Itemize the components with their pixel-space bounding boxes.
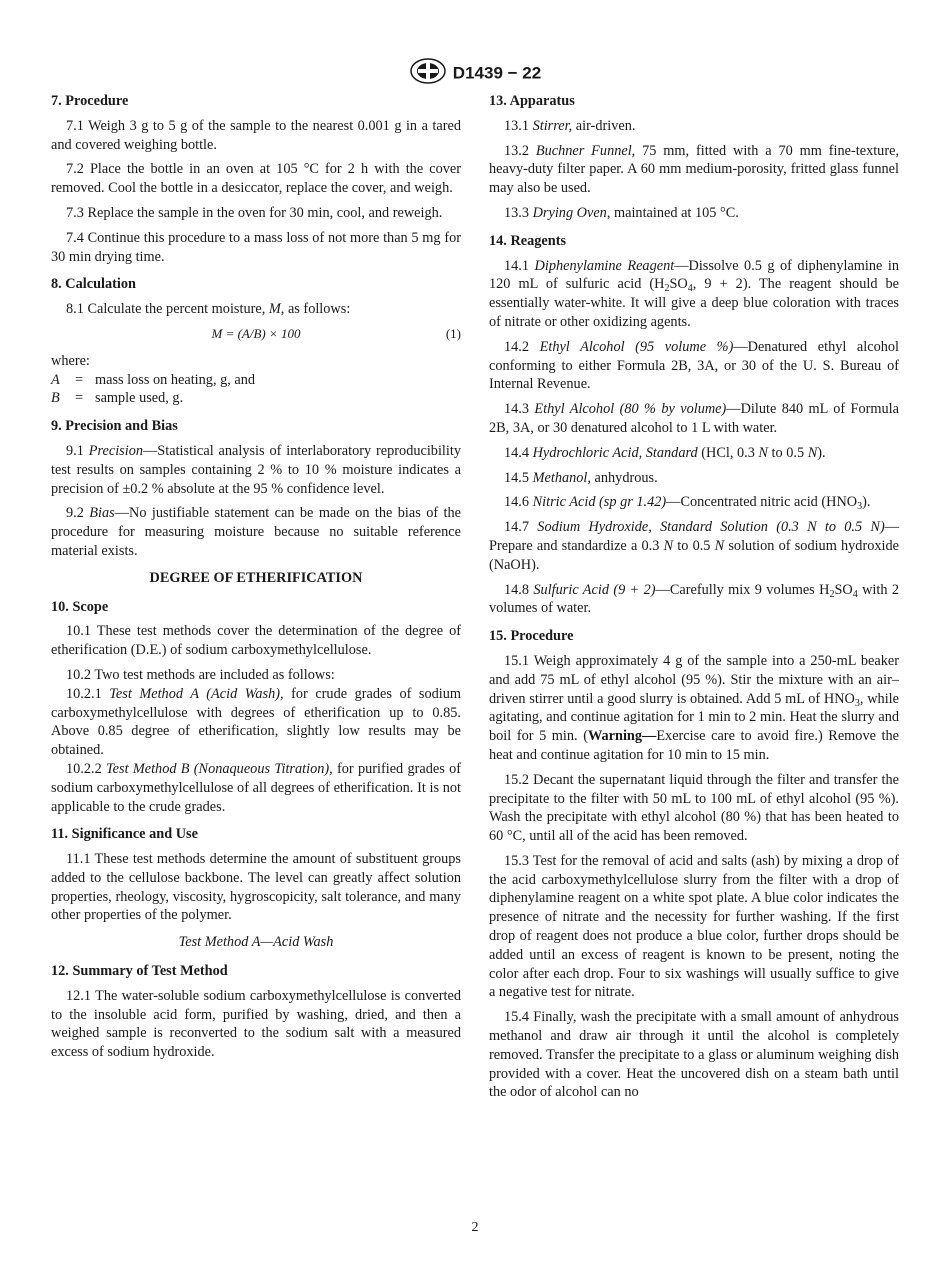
section-heading: 13. Apparatus [489, 93, 575, 109]
paragraph: 14.1 Diphenylamine Reagent—Dissolve 0.5 g of diphenylamine in 120 mL of sulfuric acid ($H_2SO_4$, 9 + 2). The reagent should be essentially water-white. It will give a deep blue coloration with traces of nitrate or other oxidizing agents. [489, 257, 900, 330]
section-heading: 7. Procedure [51, 93, 129, 109]
section-heading: 10. Scope [51, 598, 109, 615]
paragraph: 9.2 Bias—No justifiable statement can be made on the bias of the procedure for measuring moisture because no suitable reference material exists. [51, 505, 461, 559]
paragraph: 10.2.2 Test Method B (Nonaqueous Titration), for purified grades of sodium carboxymethylcellulose of all degrees of etherification. It is not applicable to the crude grades. [51, 760, 461, 815]
paragraph: 7.3 Replace the sample in the oven for 30 min, cool, and reweigh. [66, 204, 443, 221]
paragraph: 14.8 Sulfuric Acid (9 + 2)—Carefully mix 9 volumes $H_2SO_4$ with 2 volumes of water. [489, 581, 900, 617]
paragraph: 14.7 Sodium Hydroxide, Standard Solution (0.3 N to 0.5 N)—Prepare and standardize a 0.3 N to 0.5 N solution of sodium hydroxide (NaOH). [489, 519, 900, 573]
section-heading: 8. Calculation [51, 276, 136, 293]
paragraph: 12.1 The water-soluble sodium carboxymethylcellulose is converted to the insoluble acid form, purified by washing, dried, and then a weighed sample is reconverted to the sodium salt with a measured excess of sodium hydroxide. [51, 987, 461, 1061]
paragraph: 14.2 Ethyl Alcohol (95 volume %)—Denatured ethyl alcohol conforming to either Formula 2B, 3A, or 30 of the U. S. Bureau of Internal Revenue. [489, 338, 899, 393]
paragraph: 14.3 Ethyl Alcohol (80 % by volume)—Dilute 840 mL of Formula 2B, 3A, or 30 denatured alcohol to 1 L with water. [489, 401, 900, 436]
equation-expression: M = (A/B) × 100 [211, 325, 301, 341]
where-label: where: [51, 352, 90, 369]
paragraph: 8.1 Calculate the percent moisture, M, as follows: [66, 301, 351, 318]
paragraph: 14.4 Hydrochloric Acid, Standard (HCl, 0.3 N to 0.5 N). [504, 444, 826, 461]
equation-number: (1) [445, 325, 461, 341]
section-heading: 12. Summary of Test Method [51, 963, 228, 980]
paragraph: 7.4 Continue this procedure to a mass loss of not more than 5 mg for 30 min drying time. [51, 229, 461, 265]
section-heading: 9. Precision and Bias [51, 418, 178, 435]
paragraph: 15.2 Decant the supernatant liquid through the filter and transfer the precipitate to the filter with 50 mL to 100 mL of ethyl alcohol (95 %). Wash the precipitate with ethyl alcohol (80 %) that has been heated to 60 °C, until all of the acid has been removed. [489, 771, 899, 845]
standard-designation: D1439 − 22 [452, 63, 542, 83]
method-title: Test Method A—Acid Wash [178, 934, 334, 951]
page-header [0, 58, 950, 89]
definition-row: B = sample used, g. [51, 390, 184, 407]
paragraph: 10.2.1 Test Method A (Acid Wash), for crude grades of sodium carboxymethylcellulose with degrees of etherification up to 0.85. Above 0.85 degree of etherification, slightly low results may be obtained. [51, 685, 461, 759]
paragraph: 13.3 Drying Oven, maintained at 105 °C. [504, 204, 739, 221]
astm-logo-icon [409, 58, 447, 89]
equation [51, 325, 461, 344]
paragraph: 11.1 These test methods determine the amount of substituent groups added to the cellulose backbone. The level can greatly affect solution properties, rheology, viscosity, hygroscopicity, salt tolerance, and many other properties of the polymer. [51, 851, 461, 924]
definition-row: A = mass loss on heating, g, and [51, 371, 256, 388]
right-column [489, 92, 899, 1108]
paragraph: 9.1 Precision—Statistical analysis of interlaboratory reproducibility test results on samples containing 2 % to 10 % moisture indicates a precision of ±0.2 % absolute at the 95 % confidence level. [51, 442, 461, 497]
section-heading: 11. Significance and Use [51, 826, 198, 843]
paragraph: 15.3 Test for the removal of acid and salts (ash) by mixing a drop of the acid carboxymethylcellulose slurry from the filter with a drop of diphenylamine reagent on a white spot plate. A blue color indicates the presence of nitrate and the necessity for further washing. If the first drop of reagent does not produce a blue color, further drops should be added until an excess of reagent is known to be present, noting the color after each drop. Four to six washings will usually suffice to give a negative test for nitrate. [489, 852, 899, 1001]
paragraph: 10.2 Two test methods are included as follows: [66, 666, 335, 683]
paragraph: 15.1 Weigh approximately 4 g of the sample into a 250-mL beaker and add 75 mL of ethyl alcohol (95 %). Stir the mixture with an air–driven stirrer until a good slurry is obtained. Add 5 mL of $HNO_3$, while agitating, and continue agitation for 1 min to 2 min. Heat the slurry and boil for 5 min. (Warning—Exercise care to avoid fire.) Remove the heat and continue agitation for 10 min to 15 min. [489, 652, 899, 763]
variable-definitions [51, 371, 461, 409]
left-column [51, 92, 461, 1068]
paragraph: 13.2 Buchner Funnel, 75 mm, fitted with a 70 mm fine-texture, heavy-duty filter paper. A 60 mm medium-porosity, fritted glass funnel may also be used. [489, 142, 900, 197]
section-heading: 14. Reagents [489, 232, 567, 249]
paragraph: 7.2 Place the bottle in an oven at 105 °C for 2 h with the cover removed. Cool the bottle in a desiccator, replace the cover, and weigh. [51, 161, 461, 197]
section-heading: 15. Procedure [489, 628, 574, 645]
paragraph: 15.4 Finally, wash the precipitate with a small amount of anhydrous methanol and draw air through it until the alcohol is completely removed. Transfer the precipitate to a glass or aluminum weighing dish provided with a cover. Heat the uncovered dish on a steam bath until the odor of alcohol can no [489, 1009, 899, 1101]
paragraph: 13.1 Stirrer, air-driven. [504, 117, 636, 134]
paragraph: 14.5 Methanol, anhydrous. [504, 469, 658, 486]
part-title: DEGREE OF ETHERIFICATION [149, 569, 363, 586]
paragraph: 14.6 Nitric Acid (sp gr 1.42)—Concentrated nitric acid $(HNO_3)$. [504, 494, 871, 513]
page-number: 2 [471, 1220, 479, 1235]
paragraph: 7.1 Weigh 3 g to 5 g of the sample to the nearest 0.001 g in a tared and covered weighing bottle. [51, 117, 461, 153]
paragraph: 10.1 These test methods cover the determination of the degree of etherification (D.E.) of sodium carboxymethylcellulose. [51, 623, 461, 659]
